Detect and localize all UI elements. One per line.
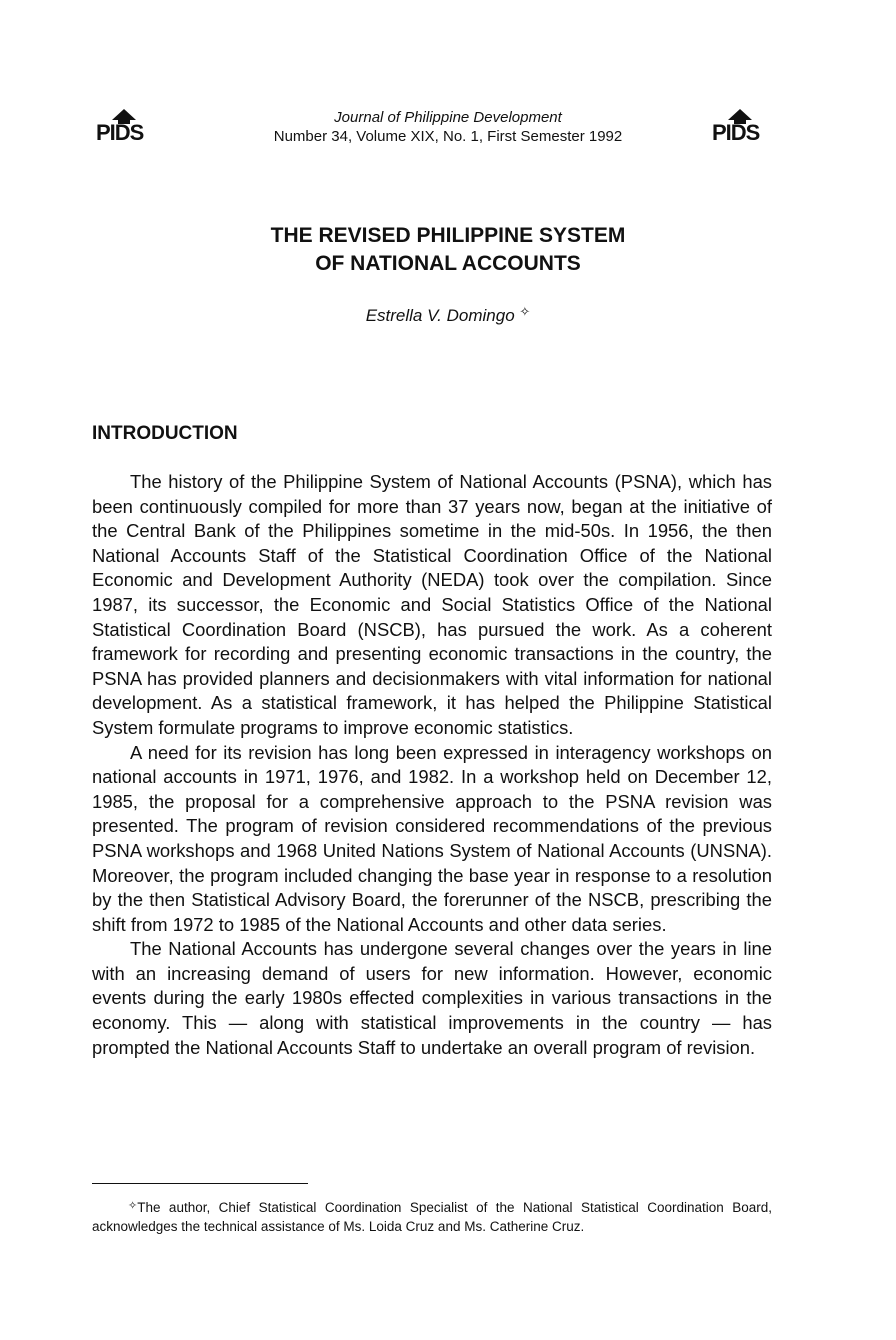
footnote-divider — [92, 1183, 308, 1184]
pids-logo-left — [96, 108, 152, 144]
footnote-text: The author, Chief Statistical Coordination Specialist of the National Statistical Coordination Board, acknowledges the technical assistance of Ms. Loida Cruz and Ms. Catherine Cruz. — [92, 1200, 772, 1234]
title-line-1: THE REVISED PHILIPPINE SYSTEM — [270, 224, 626, 247]
journal-header — [200, 108, 696, 146]
paragraph: The National Accounts has undergone several changes over the years in line with an increasing demand of users for new information. However, economic events during the early 1980s effected complexities in various transactions in the economy. This — along with statistical improvements in the country — has prompted the National Accounts Staff to undertake an overall program of revision. — [92, 938, 772, 1058]
title-line-2: OF NATIONAL ACCOUNTS — [315, 252, 581, 275]
footnote-mark: ✧ — [128, 1200, 138, 1212]
author-footnote-mark: ✧ — [519, 304, 531, 319]
footnote — [92, 1197, 772, 1236]
author-name: Estrella V. Domingo — [365, 306, 515, 325]
author-line — [200, 301, 696, 327]
body-text — [92, 470, 772, 1060]
section-heading: INTRODUCTION — [92, 423, 238, 444]
pids-logo-right — [712, 108, 768, 144]
journal-issue: Number 34, Volume XIX, No. 1, First Semester 1992 — [273, 128, 623, 145]
journal-name: Journal of Philippine Development — [334, 109, 562, 126]
pids-logo-text: PIDS — [712, 120, 760, 145]
article-title — [150, 222, 746, 278]
pids-logo-text: PIDS — [96, 120, 144, 145]
paragraph: The history of the Philippine System of National Accounts (PSNA), which has been continuously compiled for more than 37 years now, began at the initiative of the Central Bank of the Philippines sometime in the mid-50s. In 1956, the then National Accounts Staff of the Statistical Coordination Office of the National Economic and Development Authority (NEDA) took over the compilation. Since 1987, its successor, the Economic and Social Statistics Office of the National Statistical Coordination Board (NSCB), has pursued the work. As a coherent framework for recording and presenting economic transactions in the country, the PSNA has provided planners and decisionmakers with vital information for national development. As a statistical framework, it has helped the Philippine Statistical System formulate programs to improve economic statistics. — [92, 471, 772, 738]
paragraph: A need for its revision has long been expressed in interagency workshops on national accounts in 1971, 1976, and 1982. In a workshop held on December 12, 1985, the proposal for a comprehensive approach to the PSNA revision was presented. The program of revision considered recommendations of the previous PSNA workshops and 1968 United Nations System of National Accounts (UNSNA). Moreover, the program included changing the base year in response to a resolution by the then Statistical Advisory Board, the forerunner of the NSCB, prescribing the shift from 1972 to 1985 of the National Accounts and other data series. — [92, 741, 772, 935]
